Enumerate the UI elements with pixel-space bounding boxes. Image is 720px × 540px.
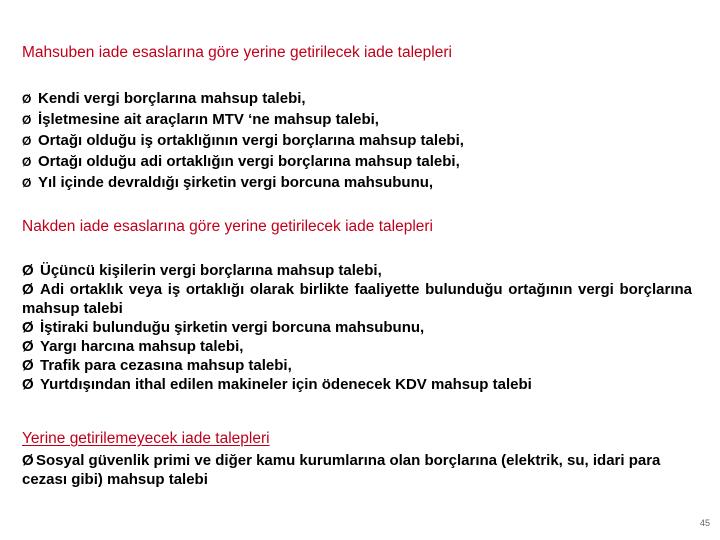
arrow-bullet-icon: Ø — [22, 376, 34, 393]
page-number: 45 — [699, 518, 710, 528]
arrow-bullet-icon: Ø — [22, 133, 32, 148]
section1-heading: Mahsuben iade esaslarına göre yerine getirilecek iade talepleri — [22, 44, 452, 61]
list-item: Ø Sosyal güvenlik primi ve diğer kamu kurumlarına olan borçlarına (elektrik, su, idari para cezası gibi) mahsup talebi — [22, 452, 661, 488]
list-item: Ø Adi ortaklık veya iş ortaklığı olarak birlikte faaliyette bulunduğu ortağının vergi borçlarına mahsup talebi — [22, 281, 692, 317]
arrow-bullet-icon: Ø — [22, 357, 34, 374]
list-item: Ø İştiraki bulunduğu şirketin vergi borcuna mahsubunu, — [22, 319, 425, 336]
arrow-bullet-icon: Ø — [22, 262, 34, 279]
arrow-bullet-icon: Ø — [22, 452, 34, 469]
section2-list — [22, 261, 692, 394]
list-item: Ø Üçüncü kişilerin vergi borçlarına mahsup talebi, — [22, 262, 382, 279]
section2-heading: Nakden iade esaslarına göre yerine getirilecek iade talepleri — [22, 218, 433, 235]
arrow-bullet-icon: Ø — [22, 154, 32, 169]
list-item: Ø Yıl içinde devraldığı şirketin vergi borcuna mahsubunu, — [22, 174, 434, 191]
list-item: Ø Yargı harcına mahsup talebi, — [22, 338, 244, 355]
section1-list — [22, 88, 692, 193]
arrow-bullet-icon: Ø — [22, 281, 34, 298]
arrow-bullet-icon: Ø — [22, 338, 34, 355]
list-item: Ø Trafik para cezasına mahsup talebi, — [22, 357, 292, 374]
list-item: Ø Yurtdışından ithal edilen makineler için ödenecek KDV mahsup talebi — [22, 376, 532, 393]
list-item: Ø Ortağı olduğu adi ortaklığın vergi borçlarına mahsup talebi, — [22, 153, 460, 170]
arrow-bullet-icon: Ø — [22, 319, 34, 336]
arrow-bullet-icon: Ø — [22, 175, 32, 190]
list-item: Ø Kendi vergi borçlarına mahsup talebi, — [22, 90, 306, 107]
section3-heading: Yerine getirilemeyecek iade talepleri — [22, 430, 270, 447]
list-item: Ø İşletmesine ait araçların MTV ‘ne mahsup talebi, — [22, 111, 379, 128]
list-item: Ø Ortağı olduğu iş ortaklığının vergi borçlarına mahsup talebi, — [22, 132, 464, 149]
section3-list — [22, 451, 694, 489]
arrow-bullet-icon: Ø — [22, 112, 32, 127]
arrow-bullet-icon: Ø — [22, 91, 32, 106]
